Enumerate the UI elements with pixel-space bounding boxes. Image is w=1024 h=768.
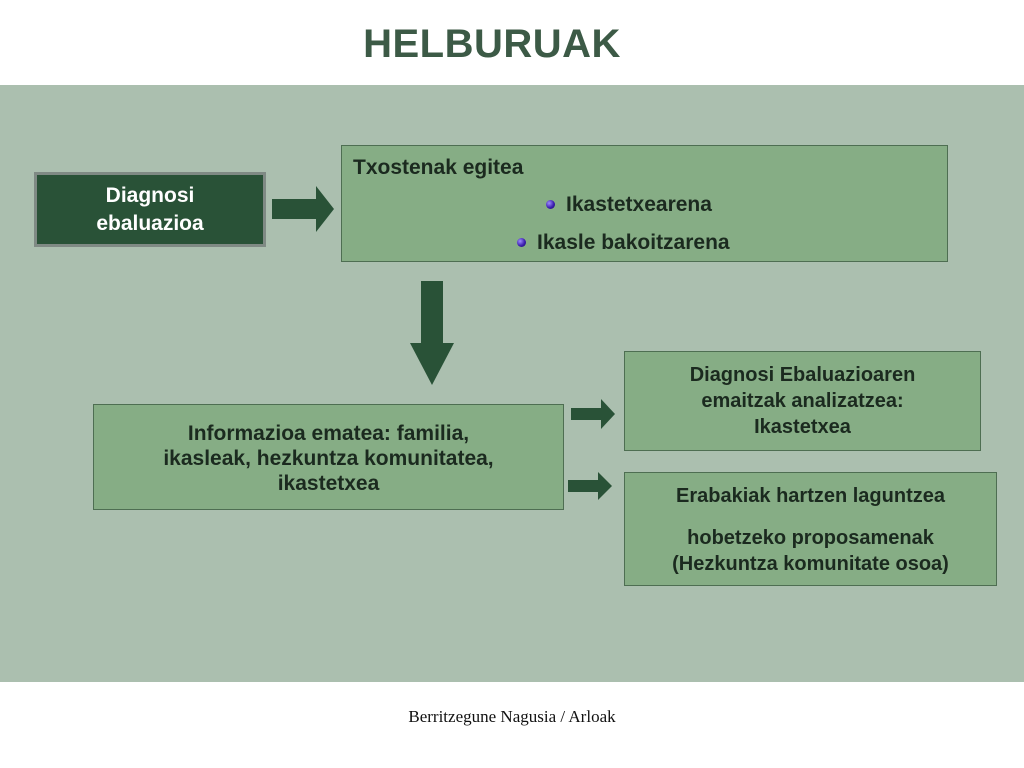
diagnosi-ebaluazioa-box [34,172,266,247]
diagnosi-line-1: Diagnosi [105,183,195,207]
bullet-label: Ikasle bakoitzarena [537,231,730,254]
analisia-line-3: Ikastetxea [754,416,851,438]
analisia-line-1: Diagnosi Ebaluazioaren [689,364,916,386]
slide-footer: Berritzegune Nagusia / Arloak [408,707,616,726]
erabakiak-line-2: hobetzeko proposamenak [687,527,934,549]
diagnosi-line-2: ebaluazioa [96,211,204,235]
bullet-item-ikastetxearena [546,192,712,217]
erabakiak-lines-2-3 [625,525,996,577]
analisia-line-2: emaitzak analizatzea: [701,390,904,412]
bullet-item-ikasle-bakoitzarena [517,230,730,255]
bullet-icon [517,238,526,247]
txostenak-heading: Txostenak egitea [353,156,524,179]
erabakiak-hartzen-box [624,472,997,586]
bullet-label: Ikastetxearena [566,193,712,216]
informazioa-line-1: Informazioa ematea: familia, [187,421,470,445]
arrow-right-1 [272,186,334,232]
slide-title: HELBURUAK [363,22,621,66]
arrow-right-2 [571,399,615,429]
erabakiak-line-3: (Hezkuntza komunitate osoa) [672,553,949,575]
arrow-down [410,281,454,385]
arrow-right-3 [568,472,612,500]
bullet-icon [546,200,555,209]
informazioa-line-3: ikastetxea [277,471,380,495]
informazioa-line-2: ikasleak, hezkuntza komunitatea, [163,446,494,470]
txostenak-egitea-box [341,145,948,262]
informazioa-ematea-box [93,404,564,510]
emaitzak-analizatzea-box [624,351,981,451]
erabakiak-line-1: Erabakiak hartzen laguntzea [676,485,945,507]
